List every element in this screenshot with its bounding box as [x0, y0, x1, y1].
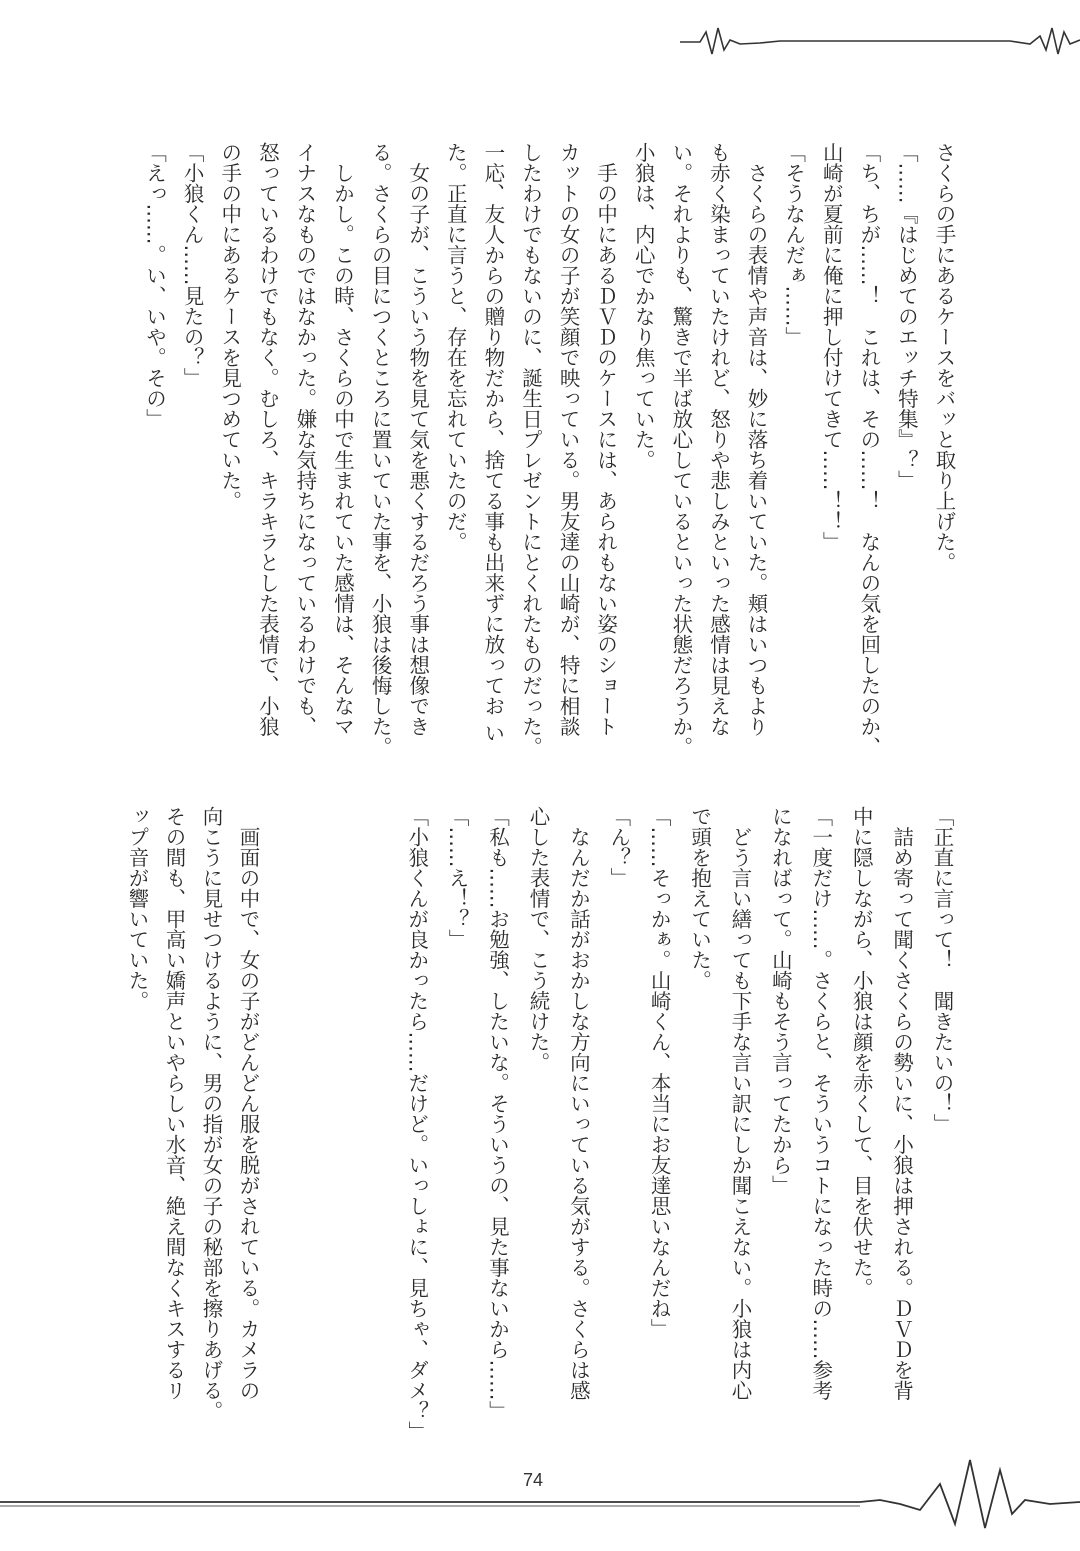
text-column: 「……え！？」	[445, 806, 470, 950]
text-column: したわけでもないのに、誕生日プレゼントにとくれたものだった。	[518, 142, 543, 757]
text-column: カットの女の子が笑顔で映っている。男友達の山崎が、特に相談	[556, 142, 581, 737]
header-heartbeat-line	[0, 10, 1080, 70]
text-column: どう言い繕っても下手な言い訳にしか聞こえない。小狼は内心	[727, 806, 752, 1401]
body-text-bottom-left	[118, 806, 266, 1421]
text-column: さくらの表情や声音は、妙に落ち着いていた。頬はいつもより	[744, 142, 769, 737]
text-column: 「そうなんだぁ……」	[781, 142, 806, 347]
text-column: ップ音が響いていた。	[125, 806, 149, 1011]
text-column: 向こうに見せつけるように、男の指が女の子の秘部を擦りあげる。	[199, 806, 223, 1421]
text-column: 「……『はじめてのエッチ特集』？」	[894, 142, 919, 491]
text-column: の手の中にあるケースを見つめていた。	[217, 142, 242, 511]
page-number: 74	[523, 1470, 544, 1490]
text-column: 山崎が夏前に俺に押し付けてきて……！！」	[819, 142, 844, 552]
text-column: 「私も……お勉強、したいな。そういうの、見た事ないから……」	[485, 806, 510, 1421]
body-text-top	[135, 142, 962, 757]
text-column: 「一度だけ……。さくらと、そういうコトになった時の……参考	[808, 806, 833, 1401]
body-text-bottom-right	[396, 806, 962, 1442]
text-column: 中に隠しながら、小狼は顔を赤くして、目を伏せた。	[849, 806, 874, 1298]
text-column: 手の中にあるＤＶＤのケースには、あられもない姿のショート	[593, 142, 618, 737]
text-column: で頭を抱えていた。	[687, 806, 712, 991]
text-column: 怒っているわけでもなく。むしろ、キラキラとした表情で、小狼	[255, 142, 280, 737]
text-column: になればって。山崎もそう言ってたから」	[768, 806, 793, 1196]
text-column: イナスなものではなかった。嫌な気持ちになっているわけでも、	[292, 142, 317, 737]
text-column: 「小狼くんが良かったら……だけど。いっしょに、見ちゃ、ダメ？」	[404, 806, 429, 1442]
text-column: 「ん？」	[606, 806, 631, 888]
text-column: なんだか話がおかしな方向にいっている気がする。さくらは感	[566, 806, 591, 1401]
text-column: も赤く染まっていたけれど、怒りや悲しみといった感情は見えな	[706, 142, 731, 737]
text-column: 「ち、ちが……！ これは、その……！ なんの気を回したのか、	[856, 142, 881, 757]
text-column: 「正直に言って！ 聞きたいの！」	[930, 806, 954, 1134]
text-column: その間も、甲高い嬌声といやらしい水音、絶え間なくキスするリ	[162, 806, 186, 1401]
text-column: 小狼は、内心でかなり焦っていた。	[631, 142, 656, 470]
footer-heartbeat-line	[0, 1440, 1080, 1551]
text-column: 画面の中で、女の子がどんどん服を脱がされている。カメラの	[236, 806, 260, 1401]
text-column: しかし。この時、さくらの中で生まれていた感情は、そんなマ	[330, 142, 355, 737]
text-column: 女の子が、こういう物を見て気を悪くするだろう事は想像でき	[405, 142, 430, 737]
text-column: 「小狼くん……見たの？」	[180, 142, 205, 388]
text-column: 一応、友人からの贈り物だから、捨てる事も出来ずに放ってお い	[480, 142, 505, 744]
text-column: 詰め寄って聞くさくらの勢いに、小狼は押される。ＤＶＤを背	[889, 806, 914, 1401]
text-column: 心した表情で、こう続けた。	[525, 806, 550, 1073]
text-column: る。さくらの目につくところに置いていた事を、小狼は後悔した。	[368, 142, 393, 757]
text-column: い。それよりも、驚きで半ば放心しているといった状態だろうか。	[668, 142, 693, 757]
text-column: 「えっ……。い、いや。その」	[142, 142, 167, 429]
text-column: た。正直に言うと、存在を忘れていたのだ。	[443, 142, 468, 552]
text-column: 「……そっかぁ。山崎くん、本当にお友達思いなんだね」	[647, 806, 672, 1339]
text-column: さくらの手にあるケースをバッと取り上げた。	[932, 142, 956, 573]
